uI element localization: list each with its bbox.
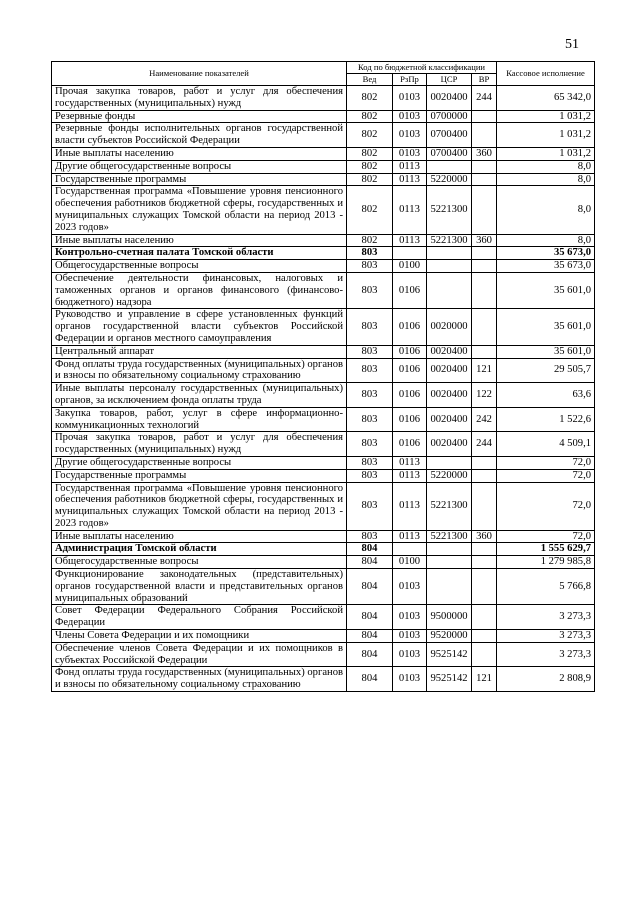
cell-amount: 35 673,0 — [497, 260, 595, 273]
cell-ved: 803 — [347, 247, 393, 260]
cell-ved: 803 — [347, 309, 393, 345]
cell-ved: 803 — [347, 482, 393, 530]
table-row — [52, 123, 595, 148]
cell-csr: 0020400 — [427, 358, 472, 383]
cell-name: Обеспечение деятельности финансовых, налоговых и таможенных органов и органов финансового (финансово-бюджетного) надзора — [52, 272, 347, 308]
cell-rzpr: 0103 — [393, 110, 427, 123]
cell-rzpr: 0113 — [393, 456, 427, 469]
table-row — [52, 407, 595, 432]
cell-amount: 4 509,1 — [497, 432, 595, 457]
cell-amount: 35 673,0 — [497, 247, 595, 260]
cell-amount: 3 273,3 — [497, 630, 595, 643]
cell-ved: 802 — [347, 173, 393, 186]
cell-name: Государственная программа «Повышение уровня пенсионного обеспечения работников бюджетной сферы, государственных и муниципальных служащих Томской области на период 2013 - 2023 годов» — [52, 482, 347, 530]
cell-ved: 803 — [347, 260, 393, 273]
budget-execution-table — [51, 61, 595, 692]
table-row — [52, 309, 595, 345]
table-row — [52, 86, 595, 111]
cell-rzpr: 0100 — [393, 556, 427, 569]
cell-name: Иные выплаты населению — [52, 147, 347, 160]
cell-ved: 802 — [347, 123, 393, 148]
cell-amount: 35 601,0 — [497, 309, 595, 345]
table-row — [52, 383, 595, 408]
header-vr: ВР — [472, 74, 497, 86]
cell-vr: 242 — [472, 407, 497, 432]
table-row — [52, 160, 595, 173]
cell-rzpr: 0113 — [393, 482, 427, 530]
cell-ved: 803 — [347, 432, 393, 457]
cell-rzpr: 0103 — [393, 147, 427, 160]
cell-csr: 5220000 — [427, 469, 472, 482]
cell-name: Иные выплаты населению — [52, 530, 347, 543]
cell-vr: 244 — [472, 86, 497, 111]
cell-amount: 8,0 — [497, 160, 595, 173]
cell-ved: 803 — [347, 345, 393, 358]
cell-rzpr: 0113 — [393, 160, 427, 173]
cell-rzpr: 0103 — [393, 86, 427, 111]
cell-amount: 72,0 — [497, 482, 595, 530]
table-row — [52, 569, 595, 605]
cell-name: Государственная программа «Повышение уровня пенсионного обеспечения работников бюджетной сферы, государственных и муниципальных служащих Томской области на период 2013 - 2023 годов» — [52, 186, 347, 234]
cell-ved: 802 — [347, 160, 393, 173]
cell-csr: 9500000 — [427, 605, 472, 630]
cell-vr: 121 — [472, 358, 497, 383]
cell-rzpr — [393, 247, 427, 260]
cell-ved: 804 — [347, 605, 393, 630]
header-amount: Кассовое исполнение — [497, 62, 595, 86]
cell-vr — [472, 469, 497, 482]
cell-name: Администрация Томской области — [52, 543, 347, 556]
cell-vr — [472, 642, 497, 667]
cell-rzpr: 0100 — [393, 260, 427, 273]
table-row — [52, 173, 595, 186]
cell-ved: 802 — [347, 147, 393, 160]
cell-ved: 802 — [347, 186, 393, 234]
table-row — [52, 432, 595, 457]
cell-amount: 1 522,6 — [497, 407, 595, 432]
cell-vr — [472, 543, 497, 556]
cell-vr — [472, 482, 497, 530]
cell-csr: 0020400 — [427, 407, 472, 432]
cell-name: Другие общегосударственные вопросы — [52, 456, 347, 469]
cell-vr: 244 — [472, 432, 497, 457]
header-name: Наименование показателей — [52, 62, 347, 86]
cell-csr: 0020400 — [427, 432, 472, 457]
cell-rzpr: 0113 — [393, 173, 427, 186]
cell-vr: 122 — [472, 383, 497, 408]
cell-rzpr — [393, 543, 427, 556]
cell-name: Общегосударственные вопросы — [52, 556, 347, 569]
cell-csr: 0700400 — [427, 123, 472, 148]
cell-csr — [427, 556, 472, 569]
cell-name: Иные выплаты населению — [52, 234, 347, 247]
cell-ved: 804 — [347, 556, 393, 569]
cell-amount: 5 766,8 — [497, 569, 595, 605]
cell-name: Функционирование законодательных (представительных) органов государственной власти и представительных органов муниципальных образований — [52, 569, 347, 605]
table-row — [52, 556, 595, 569]
table-row — [52, 482, 595, 530]
cell-rzpr: 0113 — [393, 186, 427, 234]
cell-amount: 35 601,0 — [497, 345, 595, 358]
table-row — [52, 630, 595, 643]
header-csr: ЦСР — [427, 74, 472, 86]
cell-vr — [472, 272, 497, 308]
cell-ved: 803 — [347, 383, 393, 408]
cell-amount: 8,0 — [497, 234, 595, 247]
cell-name: Обеспечение членов Совета Федерации и их помощников в субъектах Российской Федерации — [52, 642, 347, 667]
table-row — [52, 186, 595, 234]
table-row — [52, 260, 595, 273]
table-row — [52, 667, 595, 692]
cell-ved: 802 — [347, 110, 393, 123]
cell-rzpr: 0106 — [393, 272, 427, 308]
cell-name: Совет Федерации Федерального Собрания Российской Федерации — [52, 605, 347, 630]
cell-csr — [427, 543, 472, 556]
cell-ved: 803 — [347, 456, 393, 469]
cell-vr — [472, 186, 497, 234]
cell-name: Государственные программы — [52, 173, 347, 186]
cell-csr: 5221300 — [427, 482, 472, 530]
cell-amount: 1 031,2 — [497, 110, 595, 123]
cell-csr: 9520000 — [427, 630, 472, 643]
cell-vr — [472, 110, 497, 123]
cell-vr — [472, 556, 497, 569]
cell-csr — [427, 260, 472, 273]
cell-vr — [472, 173, 497, 186]
cell-amount: 35 601,0 — [497, 272, 595, 308]
cell-vr: 360 — [472, 147, 497, 160]
cell-amount: 3 273,3 — [497, 605, 595, 630]
page-number: 51 — [565, 37, 579, 52]
cell-rzpr: 0113 — [393, 469, 427, 482]
cell-name: Резервные фонды — [52, 110, 347, 123]
cell-csr: 0020400 — [427, 345, 472, 358]
cell-rzpr: 0103 — [393, 642, 427, 667]
cell-rzpr: 0113 — [393, 530, 427, 543]
cell-rzpr: 0106 — [393, 345, 427, 358]
cell-amount: 2 808,9 — [497, 667, 595, 692]
cell-ved: 804 — [347, 569, 393, 605]
cell-vr — [472, 569, 497, 605]
cell-csr: 5221300 — [427, 530, 472, 543]
cell-ved: 802 — [347, 234, 393, 247]
cell-amount: 65 342,0 — [497, 86, 595, 111]
cell-ved: 804 — [347, 667, 393, 692]
cell-vr — [472, 345, 497, 358]
cell-vr: 121 — [472, 667, 497, 692]
table-row — [52, 530, 595, 543]
cell-csr: 0020400 — [427, 383, 472, 408]
cell-name: Фонд оплаты труда государственных (муниципальных) органов и взносы по обязательному социальному страхованию — [52, 667, 347, 692]
table-row — [52, 110, 595, 123]
cell-amount: 29 505,7 — [497, 358, 595, 383]
cell-rzpr: 0103 — [393, 123, 427, 148]
cell-rzpr: 0103 — [393, 667, 427, 692]
cell-vr: 360 — [472, 234, 497, 247]
cell-rzpr: 0106 — [393, 358, 427, 383]
cell-csr: 5221300 — [427, 234, 472, 247]
cell-csr — [427, 272, 472, 308]
cell-name: Центральный аппарат — [52, 345, 347, 358]
cell-ved: 804 — [347, 630, 393, 643]
cell-ved: 803 — [347, 358, 393, 383]
cell-name: Фонд оплаты труда государственных (муниципальных) органов и взносы по обязательному социальному страхованию — [52, 358, 347, 383]
cell-ved: 804 — [347, 642, 393, 667]
cell-vr — [472, 456, 497, 469]
cell-ved: 802 — [347, 86, 393, 111]
cell-name: Резервные фонды исполнительных органов государственной власти субъектов Российской Федерации — [52, 123, 347, 148]
cell-rzpr: 0106 — [393, 309, 427, 345]
cell-name: Иные выплаты персоналу государственных (муниципальных) органов, за исключением фонда оплаты труда — [52, 383, 347, 408]
cell-amount: 72,0 — [497, 530, 595, 543]
cell-ved: 803 — [347, 272, 393, 308]
table-row — [52, 456, 595, 469]
cell-csr: 5220000 — [427, 173, 472, 186]
cell-csr — [427, 160, 472, 173]
table-row — [52, 358, 595, 383]
cell-rzpr: 0103 — [393, 569, 427, 605]
cell-csr: 0020400 — [427, 86, 472, 111]
cell-csr: 0700000 — [427, 110, 472, 123]
cell-rzpr: 0106 — [393, 432, 427, 457]
cell-amount: 1 279 985,8 — [497, 556, 595, 569]
cell-csr: 5221300 — [427, 186, 472, 234]
table-row — [52, 234, 595, 247]
cell-csr — [427, 247, 472, 260]
table-row — [52, 469, 595, 482]
cell-csr: 9525142 — [427, 667, 472, 692]
table-row — [52, 543, 595, 556]
table-row — [52, 605, 595, 630]
cell-vr: 360 — [472, 530, 497, 543]
cell-csr — [427, 456, 472, 469]
cell-rzpr: 0103 — [393, 605, 427, 630]
cell-rzpr: 0113 — [393, 234, 427, 247]
cell-vr — [472, 160, 497, 173]
cell-name: Руководство и управление в сфере установленных функций органов государственной власти субъектов Российской Федерации и органов местного самоуправления — [52, 309, 347, 345]
table-row — [52, 642, 595, 667]
cell-ved: 803 — [347, 469, 393, 482]
table-row — [52, 272, 595, 308]
cell-vr — [472, 260, 497, 273]
cell-ved: 803 — [347, 407, 393, 432]
cell-vr — [472, 123, 497, 148]
cell-ved: 804 — [347, 543, 393, 556]
table-row — [52, 345, 595, 358]
cell-name: Прочая закупка товаров, работ и услуг для обеспечения государственных (муниципальных) нужд — [52, 86, 347, 111]
cell-name: Контрольно-счетная палата Томской области — [52, 247, 347, 260]
cell-name: Члены Совета Федерации и их помощники — [52, 630, 347, 643]
cell-name: Государственные программы — [52, 469, 347, 482]
cell-vr — [472, 309, 497, 345]
cell-name: Общегосударственные вопросы — [52, 260, 347, 273]
header-ved: Вед — [347, 74, 393, 86]
cell-name: Закупка товаров, работ, услуг в сфере информационно-коммуникационных технологий — [52, 407, 347, 432]
cell-rzpr: 0106 — [393, 383, 427, 408]
cell-csr: 9525142 — [427, 642, 472, 667]
cell-amount: 3 273,3 — [497, 642, 595, 667]
cell-rzpr: 0103 — [393, 630, 427, 643]
cell-csr — [427, 569, 472, 605]
cell-vr — [472, 630, 497, 643]
cell-amount: 8,0 — [497, 173, 595, 186]
cell-rzpr: 0106 — [393, 407, 427, 432]
cell-csr: 0700400 — [427, 147, 472, 160]
cell-amount: 1 555 629,7 — [497, 543, 595, 556]
cell-name: Другие общегосударственные вопросы — [52, 160, 347, 173]
cell-vr — [472, 247, 497, 260]
cell-amount: 72,0 — [497, 469, 595, 482]
header-rzpr: РзПр — [393, 74, 427, 86]
cell-amount: 1 031,2 — [497, 123, 595, 148]
cell-ved: 803 — [347, 530, 393, 543]
cell-name: Прочая закупка товаров, работ и услуг для обеспечения государственных (муниципальных) нужд — [52, 432, 347, 457]
table-row — [52, 147, 595, 160]
cell-amount: 72,0 — [497, 456, 595, 469]
cell-csr: 0020000 — [427, 309, 472, 345]
table-row — [52, 247, 595, 260]
cell-amount: 1 031,2 — [497, 147, 595, 160]
header-code-group: Код по бюджетной классификации — [347, 62, 497, 74]
cell-amount: 63,6 — [497, 383, 595, 408]
cell-vr — [472, 605, 497, 630]
cell-amount: 8,0 — [497, 186, 595, 234]
